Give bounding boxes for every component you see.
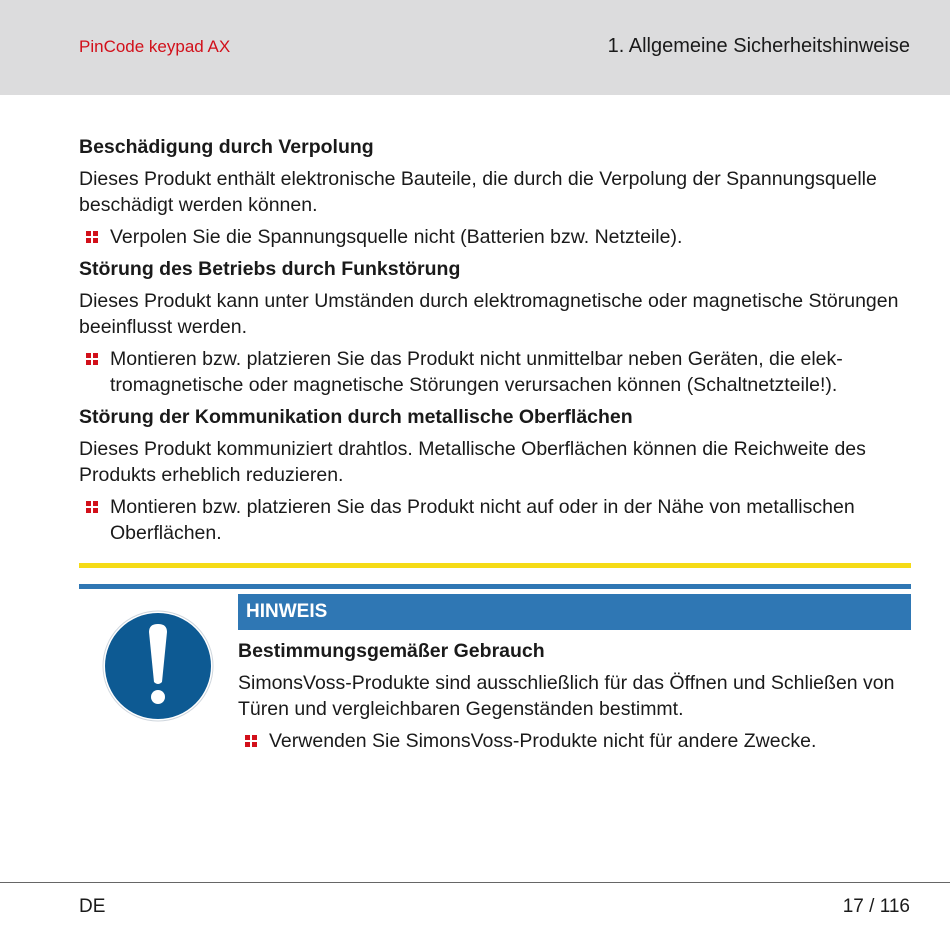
exclamation-circle-icon xyxy=(102,610,214,722)
product-name: PinCode keypad AX xyxy=(79,37,231,56)
bullet-text: Verwenden Sie SimonsVoss-Produkte nicht für andere Zwecke. xyxy=(269,730,817,752)
bullet-item xyxy=(79,224,911,250)
bullet-icon xyxy=(86,353,98,365)
main-content xyxy=(79,134,911,552)
notice-label: HINWEIS xyxy=(238,594,911,630)
bullet-item xyxy=(79,494,911,546)
bullet-text: Montieren bzw. platzieren Sie das Produkt nicht unmittelbar neben Geräten, die elektromagnetische oder magnetische Störungen verursachen können (Schaltnetzteile!). xyxy=(110,348,843,396)
bullet-item xyxy=(238,728,911,754)
section-heading: Störung des Betriebs durch Funkstörung xyxy=(79,258,461,280)
section-text: Dieses Produkt kann unter Umständen durch elektromagnetische oder magnetische Störungen beeinflusst werden. xyxy=(79,290,899,338)
page-header xyxy=(0,0,950,95)
section-heading: Störung der Kommunikation durch metallische Oberflächen xyxy=(79,406,633,428)
section-text: Dieses Produkt kommuniziert drahtlos. Metallische Oberflächen können die Reichweite des Produkts erheblich reduzieren. xyxy=(79,438,866,486)
notice-text: SimonsVoss-Produkte sind ausschließlich für das Öffnen und Schließen von Türen und vergleichbaren Gegenständen bestimmt. xyxy=(238,672,895,720)
bullet-text: Verpolen Sie die Spannungsquelle nicht (Batterien bzw. Netzteile). xyxy=(110,226,683,248)
section-metall xyxy=(79,404,911,546)
bullet-text: Montieren bzw. platzieren Sie das Produkt nicht auf oder in der Nähe von metallischen Oberflächen. xyxy=(110,496,855,544)
notice-heading: Bestimmungsgemäßer Gebrauch xyxy=(238,640,545,662)
bullet-icon xyxy=(86,501,98,513)
section-heading: Beschädigung durch Verpolung xyxy=(79,136,374,158)
section-title: 1. Allgemeine Sicherheitshinweise xyxy=(607,35,910,57)
blue-divider xyxy=(79,584,911,589)
notice-content xyxy=(238,638,911,760)
bullet-icon xyxy=(245,735,257,747)
yellow-divider xyxy=(79,563,911,568)
section-verpolung xyxy=(79,134,911,250)
section-funkstoerung xyxy=(79,256,911,398)
footer-divider xyxy=(0,882,950,883)
bullet-item xyxy=(79,346,911,398)
section-text: Dieses Produkt enthält elektronische Bauteile, die durch die Verpolung der Spannungsquelle beschädigt werden können. xyxy=(79,168,877,216)
footer-language: DE xyxy=(79,896,106,917)
bullet-icon xyxy=(86,231,98,243)
page-number: 17 / 116 xyxy=(842,896,910,917)
